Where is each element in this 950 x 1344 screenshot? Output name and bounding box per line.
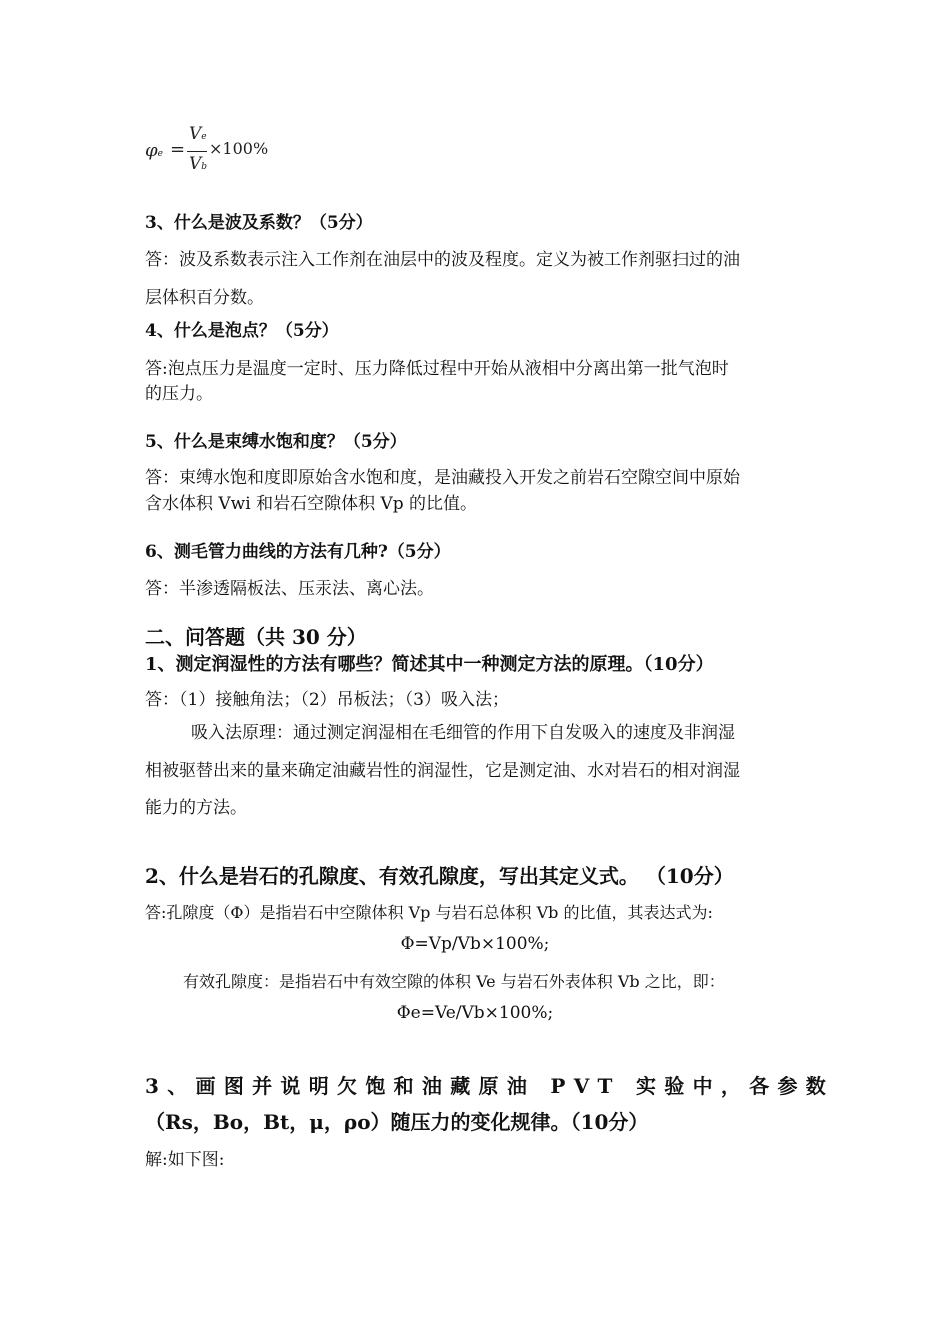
s2-question-2-heading: 2、什么是岩石的孔隙度、有效孔隙度，写出其定义式。 （10分） [145,864,734,888]
answer-6-line-1: 答：半渗透隔板法、压汞法、离心法。 [145,579,434,599]
fraction-bar [187,151,207,152]
effective-porosity-formula [143,124,283,180]
answer-3-line-2: 层体积百分数。 [145,288,264,308]
s2-answer-1-line-3: 相被驱替出来的量来确定油藏岩性的润湿性，它是测定油、水对岩石的相对润湿 [145,761,740,781]
formula-numerator-sub: e [201,132,207,142]
question-4-heading: 4、什么是泡点？（5分） [145,321,339,341]
s2-question-3-heading-line-1: 3、画图并说明欠饱和油藏原油 PVT 实验中，各参数 [145,1074,835,1098]
s2-question-1-heading: 1、测定润湿性的方法有哪些？简述其中一种测定方法的原理。（10分） [145,654,714,675]
s2-answer-1-line-1: 答：（1）接触角法；（2）吊板法；（3）吸入法； [145,690,509,710]
s2-answer-1-line-4: 能力的方法。 [145,798,247,818]
formula-phi-sub: e [157,149,163,159]
formula-equals: = [170,139,186,160]
question-5-heading: 5、什么是束缚水饱和度？（5分） [145,432,407,452]
s2-answer-1-line-2: 吸入法原理：通过测定润湿相在毛细管的作用下自发吸入的速度及非润湿 [191,723,735,743]
formula-tail: ×100% [209,139,269,158]
section-2-heading: 二、问答题（共 30 分） [145,625,367,649]
s2-answer-2-line-3: 有效孔隙度：是指岩石中有效空隙的体积 Ve 与岩石外表体积 Vb 之比，即： [183,972,725,991]
effective-porosity-text-formula: Φe=Ve/Vb×100%; [396,1003,554,1023]
formula-phi: φ [145,140,158,161]
formula-denominator: V [189,154,202,174]
answer-4-line-1: 答:泡点压力是温度一定时、压力降低过程中开始从液相中分离出第一批气泡时 [145,359,729,379]
formula-numerator: V [189,124,202,144]
s2-question-3-heading-line-2: （Rs，Bo，Bt，μ，ρo）随压力的变化规律。（10分） [145,1110,649,1134]
answer-3-line-1: 答：波及系数表示注入工作剂在油层中的波及程度。定义为被工作剂驱扫过的油 [145,250,740,270]
question-6-heading: 6、测毛管力曲线的方法有几种?（5分） [145,542,451,562]
s2-answer-3-line-1: 解:如下图: [145,1150,225,1170]
answer-5-line-2: 含水体积 Vwi 和岩石空隙体积 Vp 的比值。 [145,494,478,514]
porosity-formula: Φ=Vp/Vb×100%; [400,934,550,954]
formula-denominator-sub: b [201,162,208,172]
answer-4-line-2: 的压力。 [145,384,213,404]
question-3-heading: 3、什么是波及系数？（5分） [145,213,373,233]
s2-answer-2-line-1: 答:孔隙度（Φ）是指岩石中空隙体积 Vp 与岩石总体积 Vb 的比值，其表达式为: [145,903,713,922]
answer-5-line-1: 答：束缚水饱和度即原始含水饱和度，是油藏投入开发之前岩石空隙空间中原始 [145,468,740,488]
